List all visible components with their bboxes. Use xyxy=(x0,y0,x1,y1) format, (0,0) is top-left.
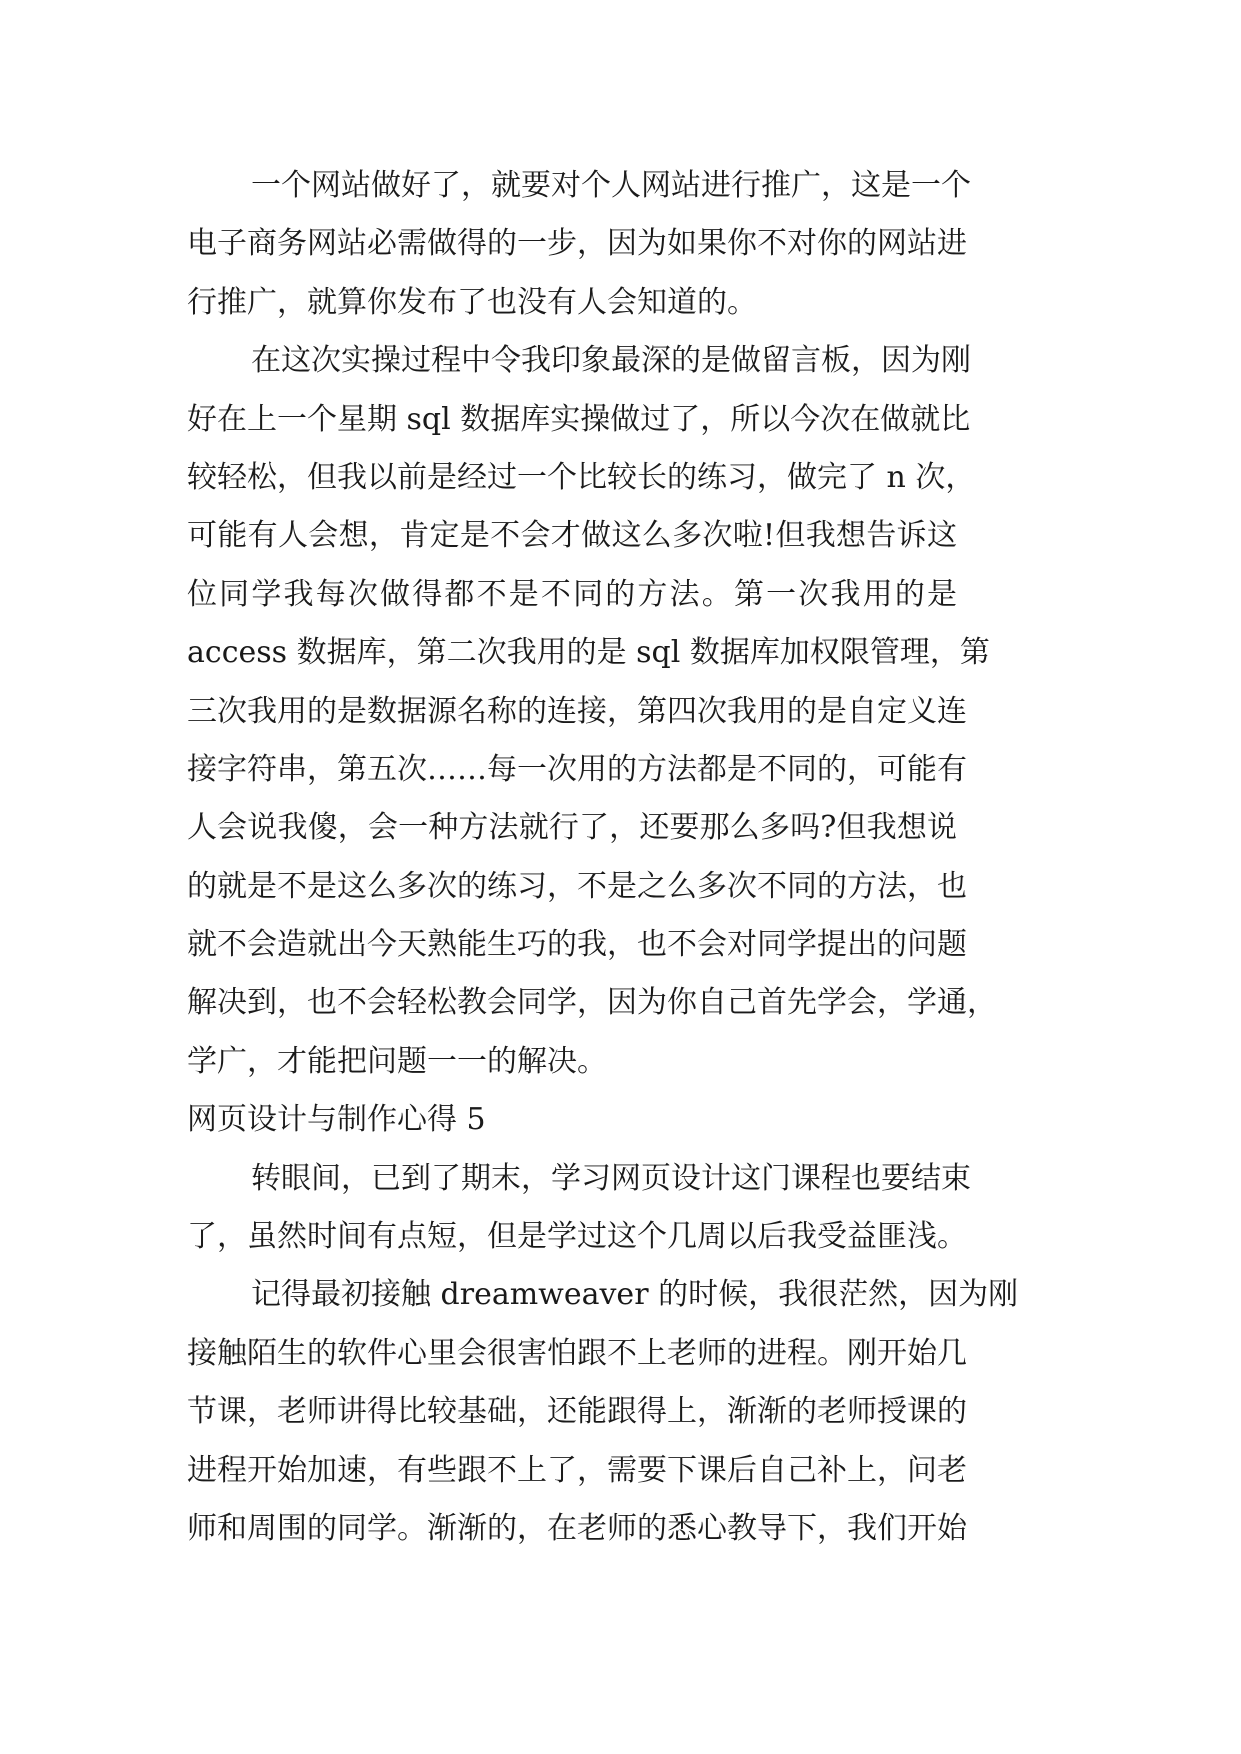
section-heading xyxy=(187,1091,957,1149)
paragraph-line xyxy=(187,799,957,857)
line-text: 人会说我傻，会一种方法就行了，还要那么多吗?但我想说 xyxy=(187,810,957,846)
paragraph-line xyxy=(187,1266,1019,1324)
line-text: 较轻松，但我以前是经过一个比较长的练习，做完了 n 次， xyxy=(187,459,976,495)
paragraph-line xyxy=(187,391,971,449)
paragraph-line xyxy=(187,215,967,273)
line-text: 的就是不是这么多次的练习，不是之么多次不同的方法，也 xyxy=(187,868,967,904)
line-text: 电子商务网站必需做得的一步，因为如果你不对你的网站进 xyxy=(187,226,967,262)
line-text: 师和周围的同学。渐渐的，在老师的悉心教导下，我们开始 xyxy=(187,1510,967,1546)
paragraph-line xyxy=(187,566,957,624)
line-text: 节课，老师讲得比较基础，还能跟得上，渐渐的老师授课的 xyxy=(187,1394,967,1430)
line-text: 就不会造就出今天熟能生巧的我，也不会对同学提出的问题 xyxy=(187,927,967,963)
line-text: 位同学我每次做得都不是不同的方法。第一次我用的是 xyxy=(187,576,957,612)
paragraph-line xyxy=(187,449,976,507)
paragraph-line xyxy=(187,274,957,332)
line-text: 好在上一个星期 sql 数据库实操做过了，所以今次在做就比 xyxy=(187,401,971,437)
line-text: 接触陌生的软件心里会很害怕跟不上老师的进程。刚开始几 xyxy=(187,1335,967,1371)
paragraph-line xyxy=(187,1325,967,1383)
paragraph-line xyxy=(187,974,997,1032)
line-text: 记得最初接触 dreamweaver 的时候，我很茫然，因为刚 xyxy=(251,1277,1019,1313)
paragraph-line xyxy=(187,332,971,390)
line-text: 解决到，也不会轻松教会同学，因为你自己首先学会，学通， xyxy=(187,985,997,1021)
line-text: 了，虽然时间有点短，但是学过这个几周以后我受益匪浅。 xyxy=(187,1219,967,1255)
line-text: 学广，才能把问题一一的解决。 xyxy=(187,1043,607,1079)
paragraph-line xyxy=(187,157,971,215)
line-text: 可能有人会想，肯定是不会才做这么多次啦!但我想告诉这 xyxy=(187,518,957,554)
line-text: 在这次实操过程中令我印象最深的是做留言板，因为刚 xyxy=(251,343,971,379)
paragraph-line xyxy=(187,1033,957,1091)
paragraph-line xyxy=(187,683,967,741)
paragraph-line xyxy=(187,1383,967,1441)
paragraph-line xyxy=(187,1208,967,1266)
paragraph-line xyxy=(187,916,967,974)
paragraph-line xyxy=(187,858,967,916)
paragraph-line xyxy=(187,507,957,565)
line-text: 接字符串，第五次……每一次用的方法都是不同的，可能有 xyxy=(187,751,967,787)
line-text: 三次我用的是数据源名称的连接，第四次我用的是自定义连 xyxy=(187,693,967,729)
document-body xyxy=(187,157,1057,1558)
paragraph-line xyxy=(187,1500,967,1558)
line-text: 进程开始加速，有些跟不上了，需要下课后自己补上，问老 xyxy=(187,1452,967,1488)
line-text: 行推广，就算你发布了也没有人会知道的。 xyxy=(187,284,757,320)
line-text: 转眼间，已到了期末，学习网页设计这门课程也要结束 xyxy=(251,1160,971,1196)
heading-text: 网页设计与制作心得 5 xyxy=(187,1102,486,1138)
paragraph-line xyxy=(187,624,990,682)
line-text: 一个网站做好了，就要对个人网站进行推广，这是一个 xyxy=(251,168,971,203)
paragraph-line xyxy=(187,741,967,799)
paragraph-line xyxy=(187,1150,971,1208)
paragraph-line xyxy=(187,1442,967,1500)
line-text: access 数据库，第二次我用的是 sql 数据库加权限管理，第 xyxy=(187,635,990,671)
